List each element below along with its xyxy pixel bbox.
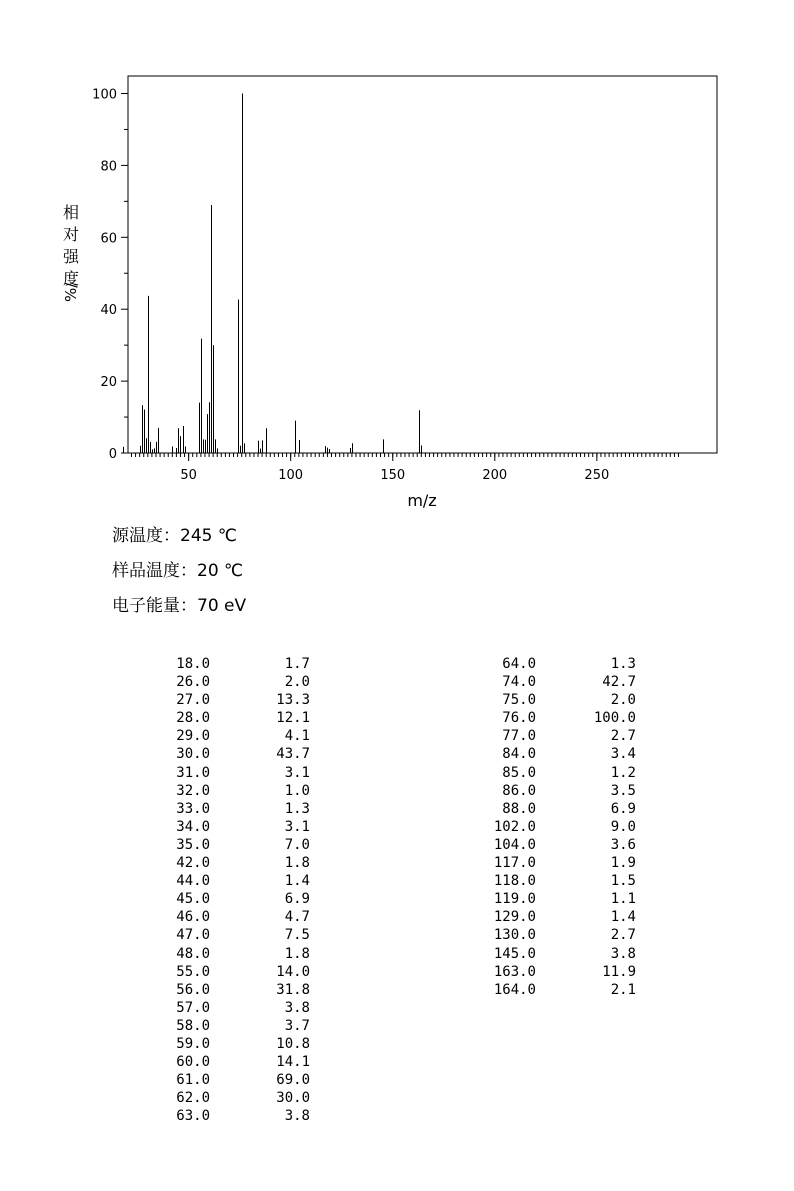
y-axis-label-unit: %/ bbox=[62, 282, 80, 302]
peak-abundance: 7.5 bbox=[284, 927, 310, 944]
peak-row bbox=[115, 727, 310, 745]
peak-abundance: 1.8 bbox=[284, 855, 310, 872]
x-axis-ticks bbox=[180, 453, 609, 483]
peak-row bbox=[115, 836, 310, 854]
peak-mz: 63.0 bbox=[176, 1108, 210, 1125]
peak-mz: 57.0 bbox=[176, 999, 210, 1016]
peak-abundance: 1.9 bbox=[610, 855, 636, 872]
peak-table-left bbox=[115, 655, 310, 1125]
peak-row bbox=[115, 709, 310, 727]
x-tick-label: 50 bbox=[180, 468, 197, 483]
peak-row bbox=[115, 908, 310, 926]
peak-mz: 32.0 bbox=[176, 782, 210, 799]
peak-mz: 77.0 bbox=[502, 728, 536, 745]
peak-mz: 145.0 bbox=[493, 945, 536, 962]
peak-mz: 44.0 bbox=[176, 873, 210, 890]
peak-abundance: 6.9 bbox=[284, 891, 310, 908]
peak-abundance: 3.1 bbox=[284, 818, 310, 835]
peak-mz: 35.0 bbox=[176, 836, 210, 853]
peak-mz: 164.0 bbox=[493, 981, 536, 998]
peak-abundance: 3.1 bbox=[284, 764, 310, 781]
y-axis-label bbox=[62, 203, 80, 302]
peak-mz: 28.0 bbox=[176, 710, 210, 727]
peak-row bbox=[441, 691, 636, 709]
peak-abundance: 1.2 bbox=[610, 764, 636, 781]
peak-row bbox=[441, 655, 636, 673]
peak-row bbox=[115, 981, 310, 999]
spectrum-peaks bbox=[124, 94, 422, 454]
mass-spectrum-chart bbox=[0, 0, 794, 520]
peak-mz: 75.0 bbox=[502, 692, 536, 709]
peak-table-right bbox=[441, 655, 636, 999]
plot-frame bbox=[128, 76, 717, 453]
electron-energy: 电子能量：70 eV bbox=[112, 596, 247, 616]
x-tick-label: 150 bbox=[380, 468, 406, 483]
peak-row bbox=[115, 999, 310, 1017]
peak-abundance: 3.6 bbox=[610, 836, 636, 853]
peak-mz: 74.0 bbox=[502, 674, 536, 691]
y-tick-label: 60 bbox=[100, 231, 117, 247]
peak-row bbox=[441, 764, 636, 782]
peak-mz: 117.0 bbox=[493, 855, 536, 872]
peak-row bbox=[441, 745, 636, 763]
x-tick-label: 100 bbox=[278, 468, 304, 483]
peak-mz: 42.0 bbox=[176, 855, 210, 872]
peak-mz: 33.0 bbox=[176, 800, 210, 817]
peak-row bbox=[441, 800, 636, 818]
peak-abundance: 1.0 bbox=[284, 782, 310, 799]
peak-row bbox=[441, 709, 636, 727]
peak-abundance: 1.7 bbox=[284, 656, 310, 672]
peak-row bbox=[441, 981, 636, 999]
peak-abundance: 3.4 bbox=[610, 746, 636, 763]
peak-row bbox=[115, 691, 310, 709]
peak-abundance: 30.0 bbox=[276, 1090, 310, 1107]
peak-mz: 64.0 bbox=[502, 656, 536, 672]
peak-row bbox=[115, 963, 310, 981]
peak-row bbox=[115, 800, 310, 818]
peak-mz: 84.0 bbox=[502, 746, 536, 763]
peak-row bbox=[441, 854, 636, 872]
peak-mz: 130.0 bbox=[493, 927, 536, 944]
peak-mz: 56.0 bbox=[176, 981, 210, 998]
peak-abundance: 1.3 bbox=[284, 800, 310, 817]
peak-row bbox=[441, 926, 636, 944]
peak-mz: 27.0 bbox=[176, 692, 210, 709]
peak-abundance: 2.0 bbox=[610, 692, 636, 709]
peak-row bbox=[441, 818, 636, 836]
peak-row bbox=[441, 908, 636, 926]
peak-mz: 31.0 bbox=[176, 764, 210, 781]
peak-row bbox=[115, 782, 310, 800]
peak-abundance: 69.0 bbox=[276, 1072, 310, 1089]
peak-abundance: 7.0 bbox=[284, 836, 310, 853]
peak-abundance: 100.0 bbox=[593, 710, 636, 727]
peak-abundance: 2.7 bbox=[610, 927, 636, 944]
peak-mz: 29.0 bbox=[176, 728, 210, 745]
peak-abundance: 4.1 bbox=[284, 728, 310, 745]
y-tick-label: 0 bbox=[108, 447, 117, 462]
peak-mz: 76.0 bbox=[502, 710, 536, 727]
y-tick-label: 40 bbox=[100, 303, 117, 319]
peak-mz: 85.0 bbox=[502, 764, 536, 781]
peak-abundance: 4.7 bbox=[284, 909, 310, 926]
sample-temperature: 样品温度：20 ℃ bbox=[112, 561, 244, 581]
peak-abundance: 2.7 bbox=[610, 728, 636, 745]
peak-abundance: 12.1 bbox=[276, 710, 310, 727]
peak-row bbox=[115, 673, 310, 691]
peak-mz: 60.0 bbox=[176, 1054, 210, 1071]
peak-mz: 18.0 bbox=[176, 656, 210, 672]
peak-row bbox=[115, 890, 310, 908]
peak-row bbox=[115, 1071, 310, 1089]
x-tick-label: 200 bbox=[482, 468, 508, 483]
peak-abundance: 31.8 bbox=[276, 981, 310, 998]
peak-mz: 104.0 bbox=[493, 836, 536, 853]
peak-row bbox=[115, 1107, 310, 1125]
peak-mz: 102.0 bbox=[493, 818, 536, 835]
peak-abundance: 10.8 bbox=[276, 1035, 310, 1052]
peak-abundance: 1.5 bbox=[610, 873, 636, 890]
y-tick-label: 20 bbox=[100, 375, 117, 391]
peak-abundance: 1.1 bbox=[610, 891, 636, 908]
peak-row bbox=[115, 1089, 310, 1107]
peak-mz: 129.0 bbox=[493, 909, 536, 926]
peak-row bbox=[441, 963, 636, 981]
peak-row bbox=[441, 872, 636, 890]
peak-mz: 34.0 bbox=[176, 818, 210, 835]
peak-abundance: 14.1 bbox=[276, 1054, 310, 1071]
peak-row bbox=[441, 945, 636, 963]
peak-mz: 26.0 bbox=[176, 674, 210, 691]
peak-abundance: 1.8 bbox=[284, 945, 310, 962]
x-tick-label: 250 bbox=[584, 468, 610, 483]
peak-row bbox=[115, 764, 310, 782]
peak-abundance: 43.7 bbox=[276, 746, 310, 763]
peak-row bbox=[441, 890, 636, 908]
peak-abundance: 42.7 bbox=[602, 674, 636, 691]
peak-mz: 30.0 bbox=[176, 746, 210, 763]
peak-abundance: 1.3 bbox=[610, 656, 636, 672]
peak-mz: 119.0 bbox=[493, 891, 536, 908]
peak-abundance: 6.9 bbox=[610, 800, 636, 817]
y-axis-label-chars: 相对强度 bbox=[62, 203, 80, 288]
peak-row bbox=[115, 1035, 310, 1053]
peak-mz: 59.0 bbox=[176, 1035, 210, 1052]
peak-mz: 46.0 bbox=[176, 909, 210, 926]
peak-abundance: 14.0 bbox=[276, 963, 310, 980]
peak-abundance: 3.8 bbox=[284, 999, 310, 1016]
peak-row bbox=[115, 872, 310, 890]
x-axis-label: m/z bbox=[407, 491, 437, 510]
peak-abundance: 3.8 bbox=[610, 945, 636, 962]
peak-mz: 163.0 bbox=[493, 963, 536, 980]
peak-row bbox=[115, 655, 310, 673]
peak-row bbox=[441, 782, 636, 800]
peak-row bbox=[115, 854, 310, 872]
peak-abundance: 3.8 bbox=[284, 1108, 310, 1125]
peak-abundance: 3.5 bbox=[610, 782, 636, 799]
peak-row bbox=[441, 836, 636, 854]
peak-row bbox=[115, 1053, 310, 1071]
peak-mz: 118.0 bbox=[493, 873, 536, 890]
peak-abundance: 11.9 bbox=[602, 963, 636, 980]
peak-row bbox=[115, 926, 310, 944]
peak-mz: 45.0 bbox=[176, 891, 210, 908]
peak-abundance: 9.0 bbox=[610, 818, 636, 835]
peak-mz: 61.0 bbox=[176, 1072, 210, 1089]
peak-abundance: 1.4 bbox=[610, 909, 636, 926]
peak-mz: 88.0 bbox=[502, 800, 536, 817]
source-temperature: 源温度：245 ℃ bbox=[112, 526, 237, 546]
peak-mz: 58.0 bbox=[176, 1017, 210, 1034]
peak-row bbox=[115, 945, 310, 963]
peak-row bbox=[441, 673, 636, 691]
peak-mz: 47.0 bbox=[176, 927, 210, 944]
y-axis-ticks bbox=[92, 88, 128, 463]
peak-abundance: 3.7 bbox=[284, 1017, 310, 1034]
peak-row bbox=[115, 745, 310, 763]
peak-row bbox=[441, 727, 636, 745]
peak-mz: 55.0 bbox=[176, 963, 210, 980]
peak-abundance: 13.3 bbox=[276, 692, 310, 709]
peak-abundance: 2.1 bbox=[610, 981, 636, 998]
peak-row bbox=[115, 1017, 310, 1035]
peak-mz: 86.0 bbox=[502, 782, 536, 799]
y-tick-label: 100 bbox=[92, 87, 117, 103]
peak-row bbox=[115, 818, 310, 836]
peak-mz: 48.0 bbox=[176, 945, 210, 962]
y-tick-label: 80 bbox=[100, 159, 117, 175]
peak-mz: 62.0 bbox=[176, 1090, 210, 1107]
peak-abundance: 1.4 bbox=[284, 873, 310, 890]
peak-abundance: 2.0 bbox=[284, 674, 310, 691]
